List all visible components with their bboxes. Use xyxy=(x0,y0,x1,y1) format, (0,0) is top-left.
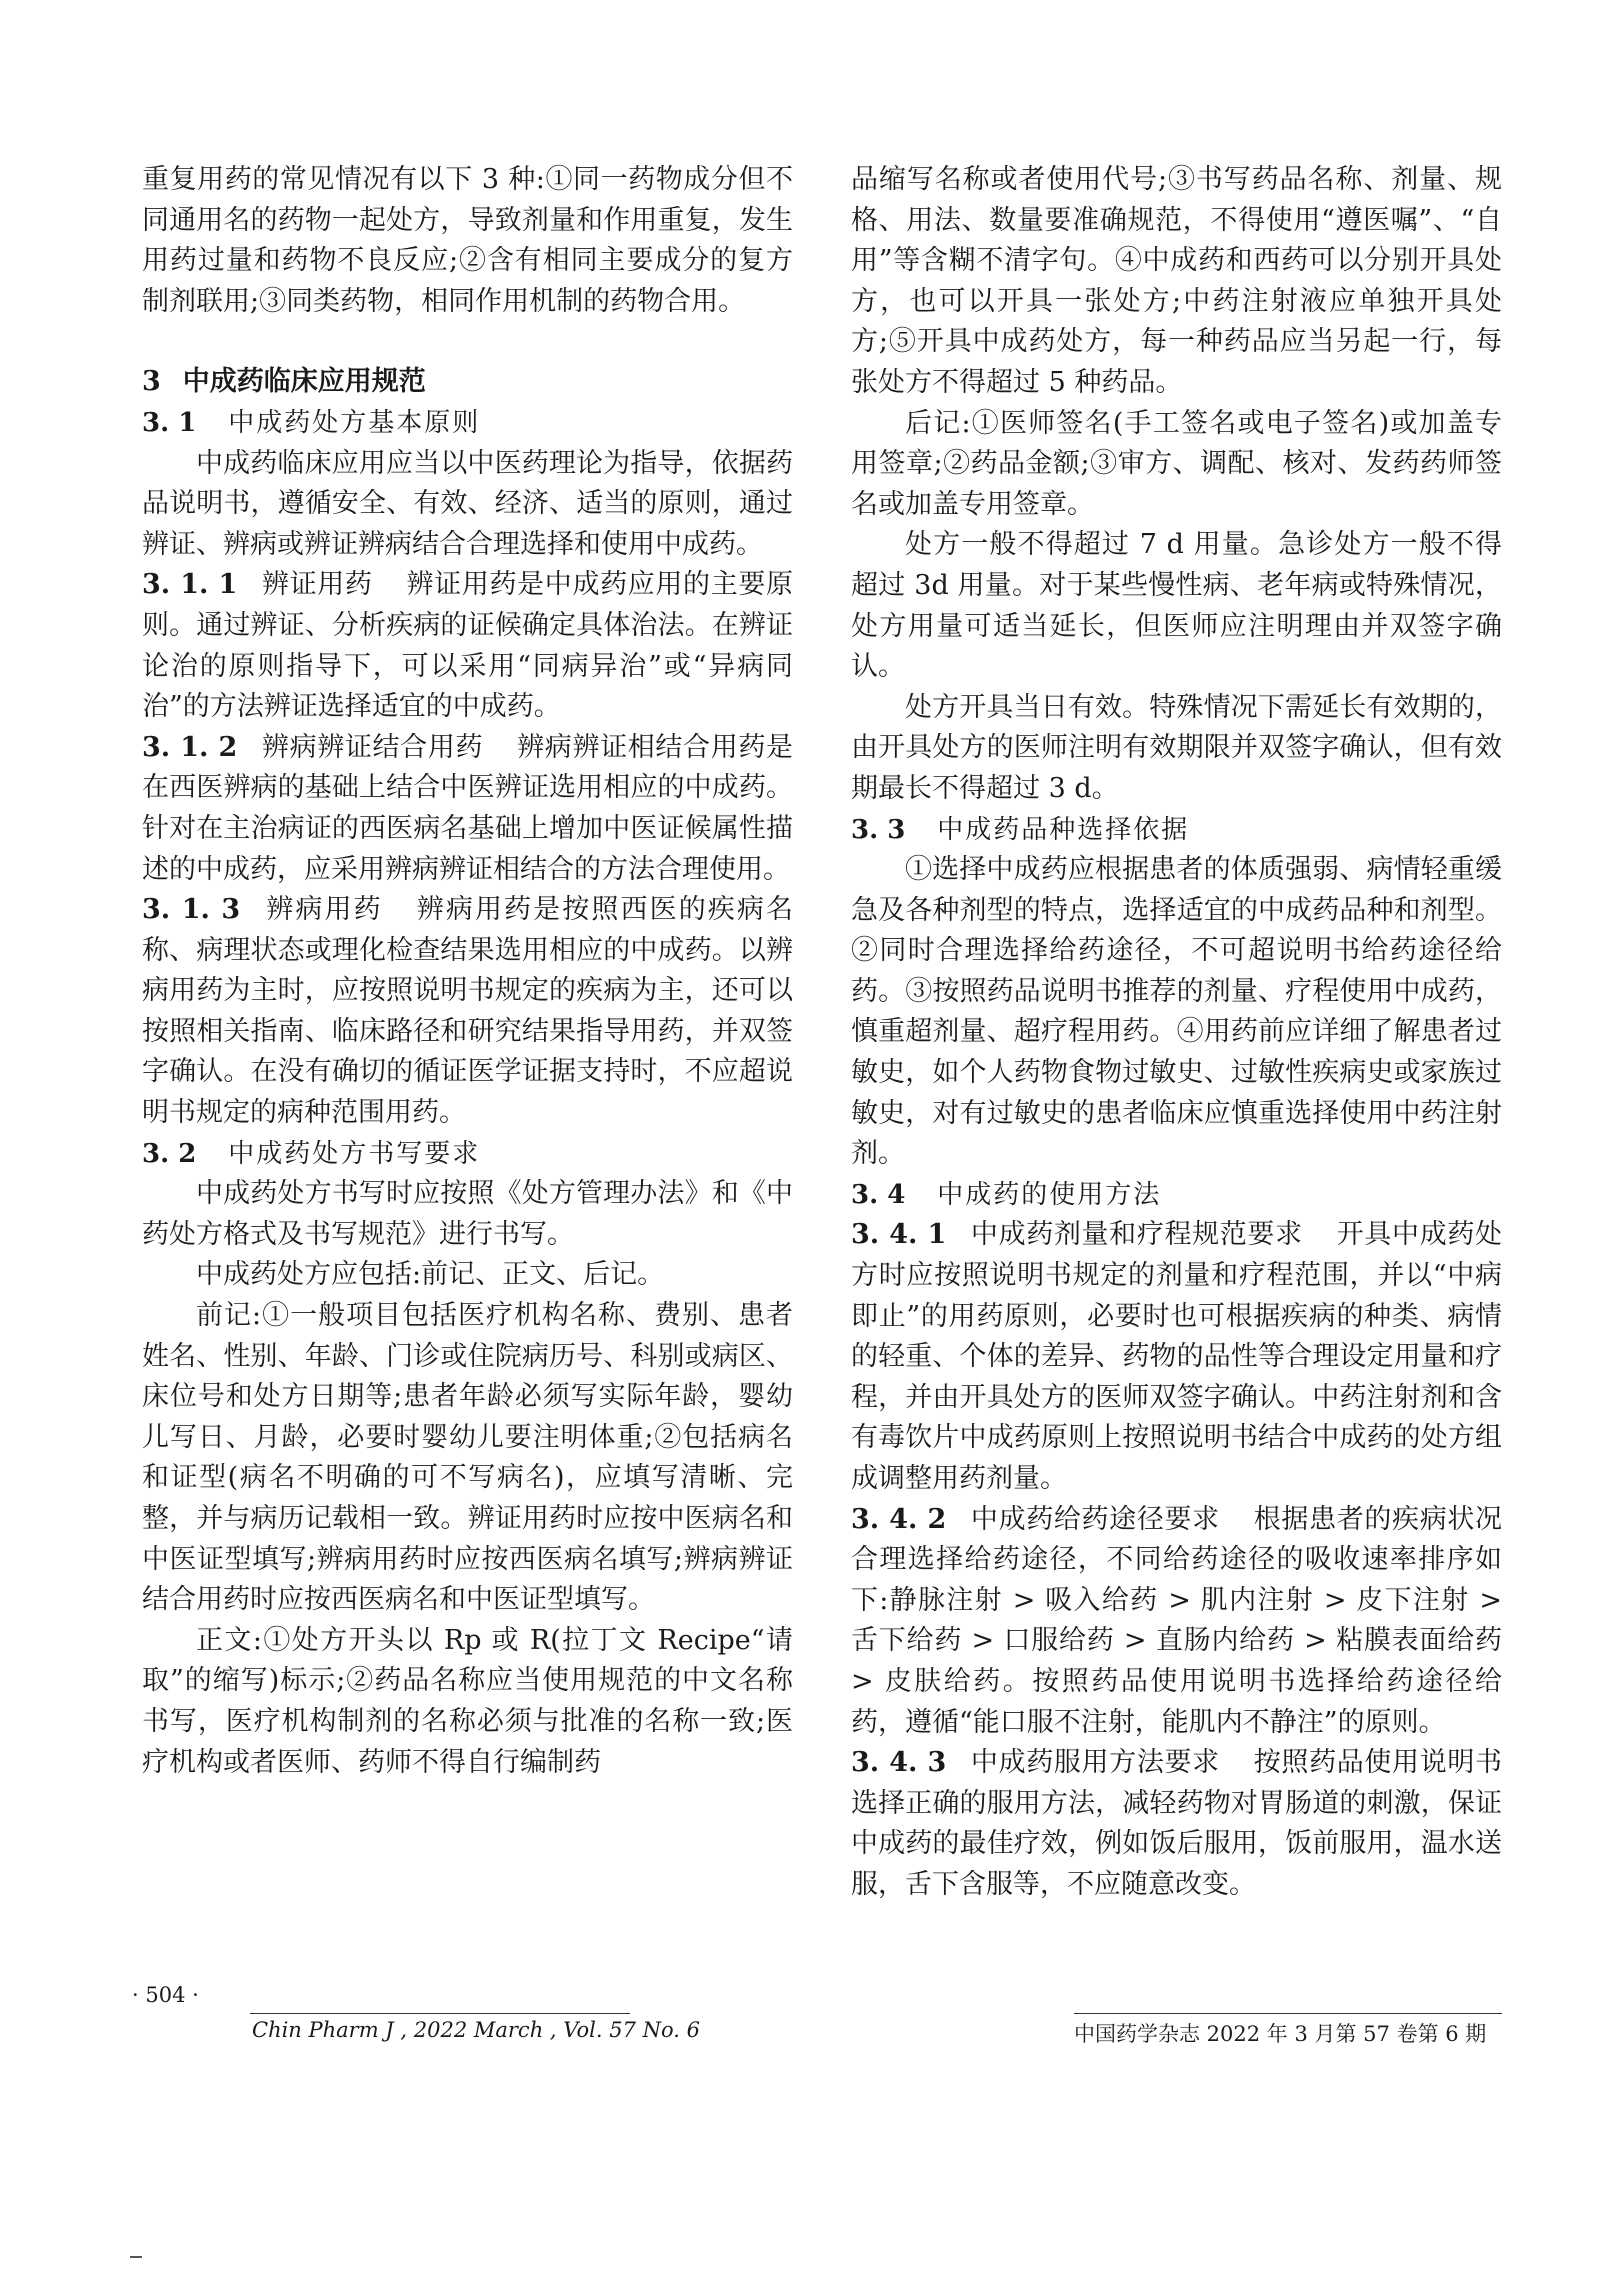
subsubsection-title: 辨病用药 xyxy=(264,894,383,926)
subsubsection-number: 3. 4. 2 xyxy=(851,1503,947,1535)
subsubsection-title: 辨病辨证结合用药 xyxy=(261,731,484,763)
subsection-title: 中成药处方书写要求 xyxy=(228,1138,481,1169)
subsection-heading-3-1 xyxy=(142,403,793,444)
paragraph-text: 辨病用药是按照西医的疾病名称、病理状态或理化检查结果选用相应的中成药。以辨病用药为主时，应按照说明书规定的疾病为主，还可以按照相关指南、临床路径和研究结果指导用药，并双签字确认。在没有确切的循证医学证据支持时，不应超说明书规定的病种范围用药。 xyxy=(142,894,794,1129)
paragraph-3-1-3 xyxy=(142,890,793,1134)
paragraph-text: 开具中成药处方时应按照说明书规定的剂量和疗程范围，并以“中病即止”的用药原则，必要时也可根据疾病的种类、病情的轻重、个体的差异、药物的品性等合理设定用量和疗程，并由开具处方的医师双签字确认。中药注射剂和含有毒饮片中成药原则上按照说明书结合中成药的处方组成调整用药剂量。 xyxy=(851,1219,1503,1494)
left-column xyxy=(142,160,793,1783)
paragraph-3-2-a: 中成药处方书写时应按照《处方管理办法》和《中药处方格式及书写规范》进行书写。 xyxy=(142,1178,793,1250)
paragraph-3-1: 中成药临床应用应当以中医药理论为指导，依据药品说明书，遵循安全、有效、经济、适当的原则，通过辨证、辨病或辨证辨病结合合理选择和使用中成药。 xyxy=(142,447,793,560)
footer-rule-right xyxy=(1074,2013,1502,2014)
paragraph-3-1-2 xyxy=(142,728,793,890)
subsection-title: 中成药品种选择依据 xyxy=(937,814,1190,845)
subsection-heading-3-3 xyxy=(851,810,1502,851)
paragraph-3-2-f: 处方一般不得超过 7 d 用量。急诊处方一般不得超过 3d 用量。对于某些慢性病、老年病或特殊情况，处方用量可适当延长，但医师应注明理由并双签字确认。 xyxy=(851,529,1502,683)
subsection-title: 中成药的使用方法 xyxy=(937,1179,1162,1210)
paragraph-text: 辨病辨证相结合用药是在西医辨病的基础上结合中医辨证选用相应的中成药。针对在主治病证的西医病名基础上增加中医证候属性描述的中成药，应采用辨病辨证相结合的方法合理使用。 xyxy=(142,731,794,885)
paragraph-3-1-1 xyxy=(142,565,793,727)
journal-citation-english: Chin Pharm J , 2022 March , Vol. 57 No. 6 xyxy=(252,2018,700,2042)
paragraph-3-2-c: 前记:①一般项目包括医疗机构名称、费别、患者姓名、性别、年龄、门诊或住院病历号、科别或病区、床位号和处方日期等;患者年龄必须写实际年龄，婴幼儿写日、月龄，必要时婴幼儿要注明体重;②包括病名和证型(病名不明确的可不写病名)，应填写清晰、完整，并与病历记载相一致。辨证用药时应按中医病名和中医证型填写;辨病用药时应按西医病名填写;辨病辨证结合用药时应按西医病名和中医证型填写。 xyxy=(142,1300,793,1616)
subsubsection-title: 辨证用药 xyxy=(261,569,373,601)
paragraph-3-2-d: 正文:①处方开头以 Rp 或 R(拉丁文 Recipe“请取”的缩写)标示;②药品名称应当使用规范的中文名称书写，医疗机构制剂的名称必须与批准的名称一致;医疗机构或者医师、药师不得自行编制药 xyxy=(142,1624,793,1778)
subsubsection-number: 3. 1. 3 xyxy=(142,894,241,926)
subsection-title: 中成药处方基本原则 xyxy=(228,407,481,438)
subsubsection-number: 3. 1. 2 xyxy=(142,731,238,763)
subsection-heading-3-2 xyxy=(142,1134,793,1175)
subsection-heading-3-4 xyxy=(851,1175,1502,1216)
subsubsection-number: 3. 1. 1 xyxy=(142,569,238,601)
paragraph-text: 根据患者的疾病状况合理选择给药途径，不同给药途径的吸收速率排序如下:静脉注射 > 吸入给药 > 肌内注射 > 皮下注射 > 舌下给药 > 口服给药 > 直肠内给药 > 粘膜表面给药 > 皮肤给药。按照药品使用说明书选择给药途径给药，遵循“能口服不注射，能肌内不静注”的原则。 xyxy=(851,1503,1502,1738)
paragraph-text: 辨证用药是中成药应用的主要原则。通过辨证、分析疾病的证候确定具体治法。在辨证论治的原则指导下，可以采用“同病异治”或“异病同治”的方法辨证选择适宜的中成药。 xyxy=(142,569,794,723)
subsection-number: 3. 1 xyxy=(142,407,197,438)
paragraph-3-4-3 xyxy=(851,1743,1502,1905)
journal-citation-chinese: 中国药学杂志 2022 年 3 月第 57 卷第 6 期 xyxy=(1074,2022,1487,2046)
subsection-number: 3. 4 xyxy=(851,1179,906,1210)
paragraph-3-4-2 xyxy=(851,1500,1502,1744)
section-heading-3 xyxy=(142,362,793,403)
paragraph-3-2-g: 处方开具当日有效。特殊情况下需延长有效期的，由开具处方的医师注明有效期限并双签字确认，但有效期最长不得超过 3 d。 xyxy=(851,691,1502,804)
footer-rule-left xyxy=(250,2013,630,2014)
subsection-number: 3. 2 xyxy=(142,1138,197,1169)
subsubsection-title: 中成药给药途径要求 xyxy=(970,1503,1220,1535)
paragraph-3-3: ①选择中成药应根据患者的体质强弱、病情轻重缓急及各种剂型的特点，选择适宜的中成药品种和剂型。②同时合理选择给药途径，不可超说明书给药途径给药。③按照药品说明书推荐的剂量、疗程使用中成药，慎重超剂量、超疗程用药。④用药前应详细了解患者过敏史，如个人药物食物过敏史、过敏性疾病史或家族过敏史，对有过敏史的患者临床应慎重选择使用中药注射剂。 xyxy=(851,854,1502,1170)
corner-mark xyxy=(130,2256,142,2258)
subsubsection-number: 3. 4. 1 xyxy=(851,1219,947,1251)
subsubsection-number: 3. 4. 3 xyxy=(851,1747,947,1779)
paragraph-3-2-d-continued: 品缩写名称或者使用代号;③书写药品名称、剂量、规格、用法、数量要准确规范，不得使用“遵医嘱”、“自用”等含糊不清字句。④中成药和西药可以分别开具处方，也可以开具一张处方;中药注射液应单独开具处方;⑤开具中成药处方，每一种药品应当另起一行，每张处方不得超过 5 种药品。 xyxy=(851,164,1502,398)
subsection-number: 3. 3 xyxy=(851,814,906,845)
right-column xyxy=(851,160,1502,1906)
paragraph-duplicate-medication: 重复用药的常见情况有以下 3 种:①同一药物成分但不同通用名的药物一起处方，导致剂量和作用重复，发生用药过量和药物不良反应;②含有相同主要成分的复方制剂联用;③同类药物，相同作用机制的药物合用。 xyxy=(142,164,793,317)
paragraph-3-2-e: 后记:①医师签名(手工签名或电子签名)或加盖专用签章;②药品金额;③审方、调配、核对、发药药师签名或加盖专用签章。 xyxy=(851,407,1502,520)
section-title: 中成药临床应用规范 xyxy=(182,366,426,398)
subsubsection-title: 中成药剂量和疗程规范要求 xyxy=(970,1219,1303,1251)
paragraph-text: 按照药品使用说明书选择正确的服用方法，减轻药物对胃肠道的刺激，保证中成药的最佳疗效，例如饭后服用，饭前服用，温水送服，舌下含服等，不应随意改变。 xyxy=(851,1747,1502,1900)
page-number: · 504 · xyxy=(132,1983,199,2007)
subsubsection-title: 中成药服用方法要求 xyxy=(970,1747,1220,1779)
paragraph-3-4-1 xyxy=(851,1215,1502,1499)
section-number: 3 xyxy=(142,366,161,398)
paragraph-3-2-b: 中成药处方应包括:前记、正文、后记。 xyxy=(196,1259,665,1291)
